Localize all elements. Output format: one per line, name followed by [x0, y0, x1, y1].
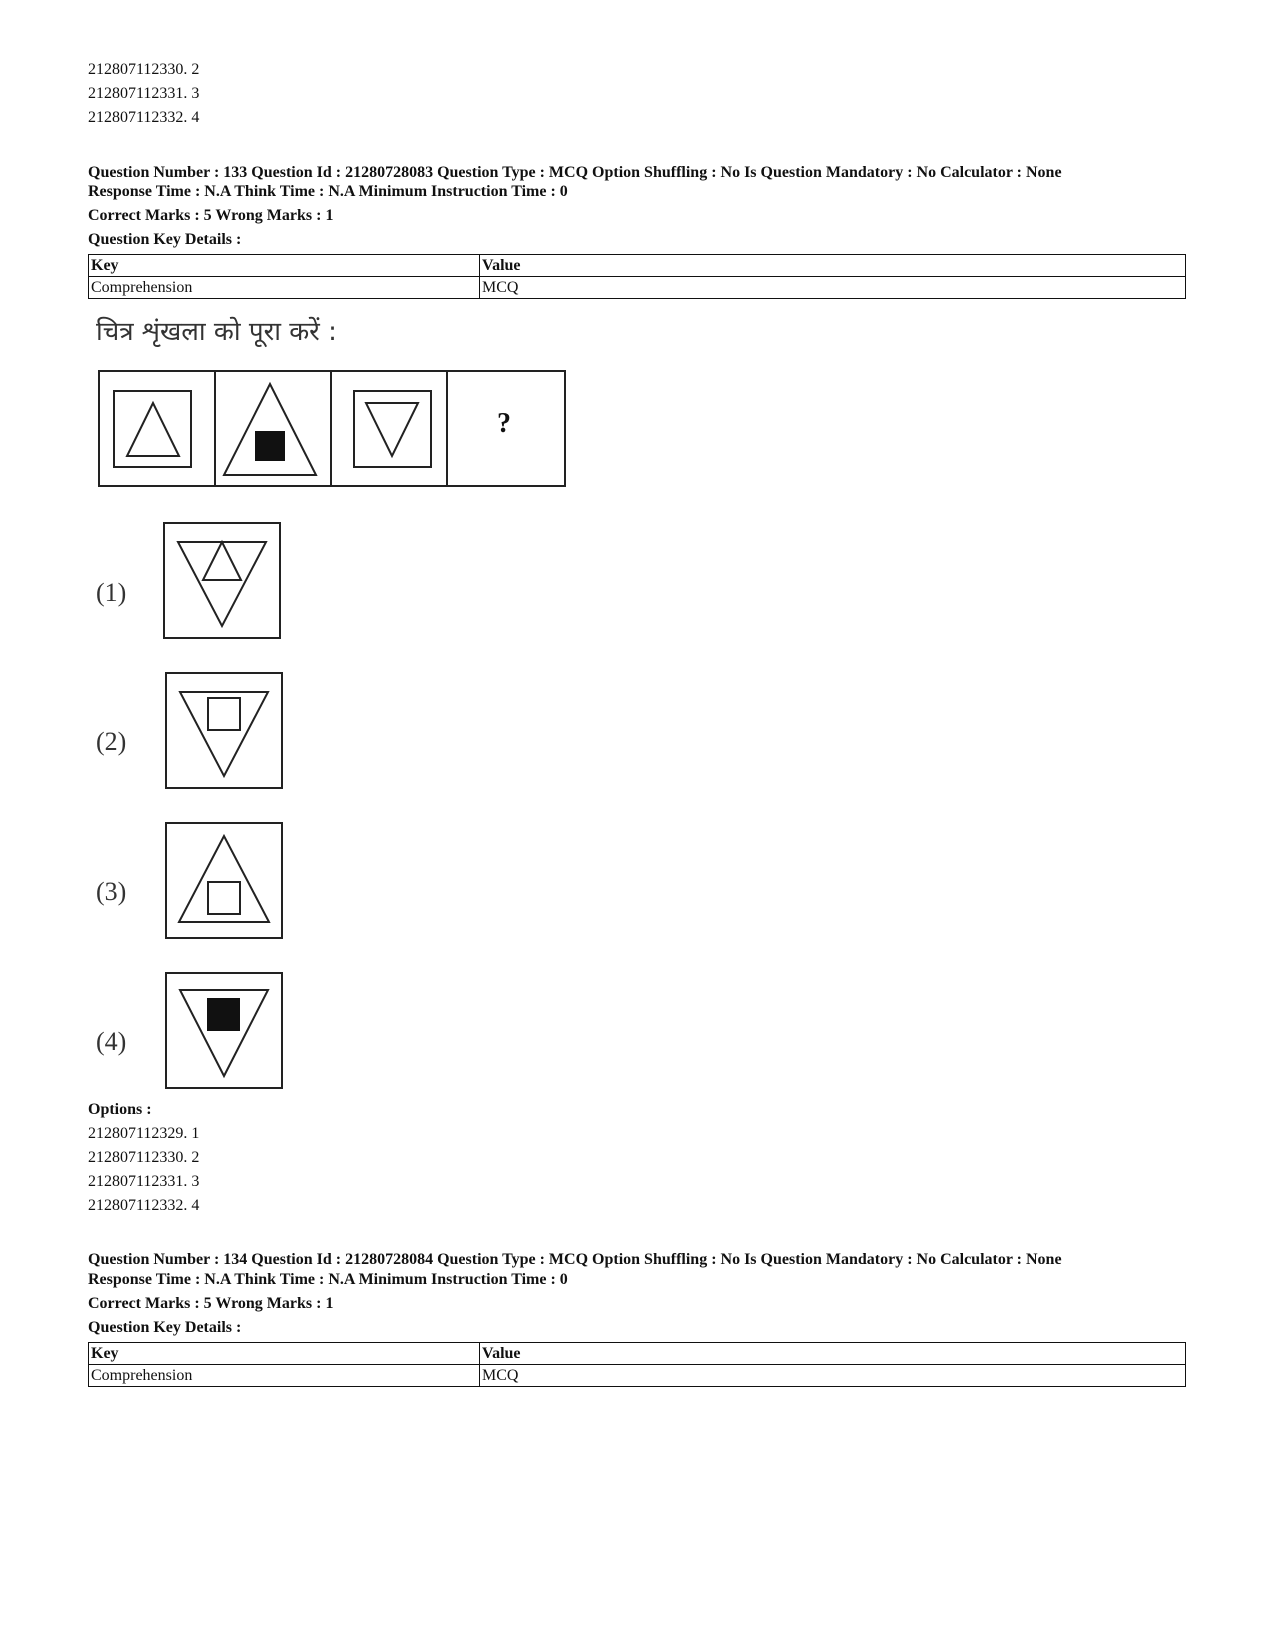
q133-question-text: चित्र शृंखला को पूरा करें :	[96, 317, 337, 347]
series-figure-3	[354, 391, 431, 467]
q133-marks: Correct Marks : 5 Wrong Marks : 1	[88, 207, 334, 224]
figure-option-2-label: (2)	[96, 727, 127, 756]
q133-value-cell: MCQ	[480, 277, 1186, 299]
figure-option-4	[165, 972, 283, 1090]
figure-option-1	[163, 522, 281, 640]
q134-key-table	[88, 1342, 1186, 1387]
figure-option-4-label: (4)	[96, 1027, 127, 1056]
prev-option-3: 212807112332. 4	[88, 109, 200, 126]
q134-key-header: Key	[89, 1343, 480, 1365]
table-row	[89, 277, 1186, 299]
q133-header-line2: Response Time : N.A Think Time : N.A Minimum Instruction Time : 0	[88, 183, 568, 200]
figure-option-2	[165, 672, 283, 790]
q134-value-header: Value	[480, 1343, 1186, 1365]
q133-options-label: Options :	[88, 1101, 152, 1118]
q133-key-table	[88, 254, 1186, 299]
q133-header-line1: Question Number : 133 Question Id : 21280728083 Question Type : MCQ Option Shuffling : No Is Question Mandatory : No Calculator : None	[88, 164, 1062, 181]
table-row	[89, 1365, 1186, 1387]
q134-value-cell: MCQ	[480, 1365, 1186, 1387]
series-figure-1	[114, 391, 191, 467]
series-missing-mark: ?	[497, 408, 511, 439]
q134-key-details-label: Question Key Details :	[88, 1319, 242, 1336]
figure-option-3	[165, 822, 283, 940]
table-row	[89, 1343, 1186, 1365]
q134-header-line2: Response Time : N.A Think Time : N.A Minimum Instruction Time : 0	[88, 1271, 568, 1288]
q133-key-details-label: Question Key Details :	[88, 231, 242, 248]
prev-option-2: 212807112331. 3	[88, 85, 200, 102]
prev-option-1: 212807112330. 2	[88, 61, 200, 78]
q133-option-2: 212807112330. 2	[88, 1149, 200, 1166]
q133-option-1: 212807112329. 1	[88, 1125, 200, 1142]
series-figure-2	[224, 384, 316, 475]
figure-option-3-label: (3)	[96, 877, 127, 906]
q133-key-cell: Comprehension	[89, 277, 480, 299]
q134-marks: Correct Marks : 5 Wrong Marks : 1	[88, 1295, 334, 1312]
q134-header-line1: Question Number : 134 Question Id : 21280728084 Question Type : MCQ Option Shuffling : No Is Question Mandatory : No Calculator : None	[88, 1251, 1062, 1268]
q133-option-4: 212807112332. 4	[88, 1197, 200, 1214]
table-row	[89, 255, 1186, 277]
figure-option-1-label: (1)	[96, 578, 127, 607]
q133-value-header: Value	[480, 255, 1186, 277]
q134-key-cell: Comprehension	[89, 1365, 480, 1387]
q133-option-3: 212807112331. 3	[88, 1173, 200, 1190]
q133-key-header: Key	[89, 255, 480, 277]
